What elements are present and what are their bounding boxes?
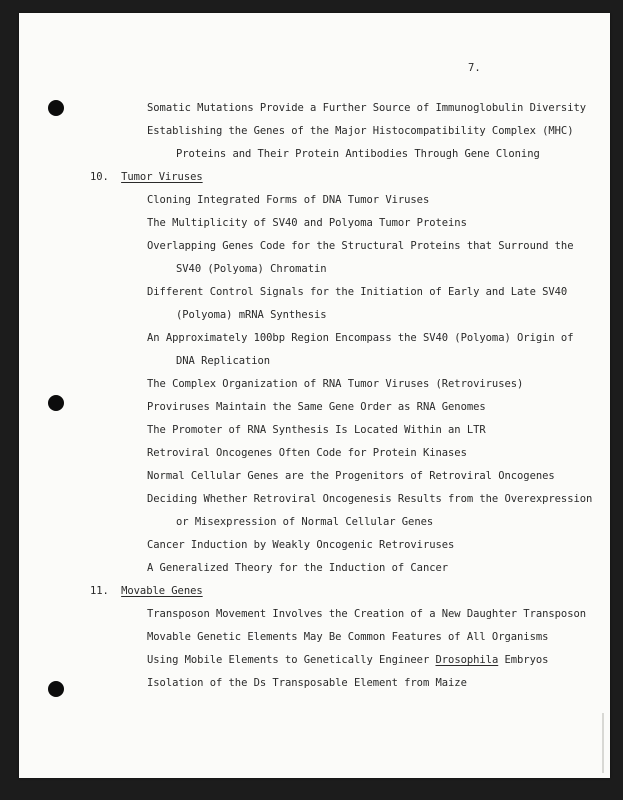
page-number: 7.: [468, 62, 481, 74]
outline-item: Somatic Mutations Provide a Further Source of Immunoglobulin Diversity: [147, 102, 587, 114]
outline-item: Cancer Induction by Weakly Oncogenic Retroviruses: [147, 539, 455, 551]
binder-hole: [48, 100, 64, 116]
section-number: 11.: [90, 585, 109, 597]
italic-term: Drosophila: [435, 654, 499, 666]
outline-item: Different Control Signals for the Initiation of Early and Late SV40: [147, 286, 568, 298]
outline-item: Normal Cellular Genes are the Progenitors of Retroviral Oncogenes: [147, 470, 555, 482]
document-page: [19, 13, 610, 778]
outline-item: Establishing the Genes of the Major Histocompatibility Complex (MHC): [147, 125, 574, 137]
outline-item: The Multiplicity of SV40 and Polyoma Tumor Proteins: [147, 217, 467, 229]
outline-item: Retroviral Oncogenes Often Code for Protein Kinases: [147, 447, 467, 459]
outline-item-continuation: or Misexpression of Normal Cellular Genes: [176, 516, 434, 528]
binder-hole: [48, 395, 64, 411]
outline-item-continuation: (Polyoma) mRNA Synthesis: [176, 309, 327, 321]
outline-item: An Approximately 100bp Region Encompass the SV40 (Polyoma) Origin of: [147, 332, 574, 344]
section-heading: [90, 171, 203, 183]
outline-item: [147, 654, 548, 666]
section-title: Movable Genes: [121, 585, 203, 597]
section-heading: [90, 585, 203, 597]
outline-item: Cloning Integrated Forms of DNA Tumor Viruses: [147, 194, 430, 206]
outline-item: Overlapping Genes Code for the Structural Proteins that Surround the: [147, 240, 574, 252]
outline-item-text: Embryos: [498, 654, 549, 666]
binder-hole: [48, 681, 64, 697]
outline-item-continuation: Proteins and Their Protein Antibodies Through Gene Cloning: [176, 148, 540, 160]
outline-item: Deciding Whether Retroviral Oncogenesis Results from the Overexpression: [147, 493, 593, 505]
outline-item: The Complex Organization of RNA Tumor Viruses (Retroviruses): [147, 378, 524, 390]
outline-item-continuation: DNA Replication: [176, 355, 271, 367]
outline-item: Movable Genetic Elements May Be Common Features of All Organisms: [147, 631, 549, 643]
page-edge-mark: [602, 713, 604, 773]
section-title: Tumor Viruses: [121, 171, 203, 183]
outline-item: Proviruses Maintain the Same Gene Order as RNA Genomes: [147, 401, 486, 413]
outline-item: The Promoter of RNA Synthesis Is Located Within an LTR: [147, 424, 486, 436]
outline-item-text: Using Mobile Elements to Genetically Engineer: [147, 654, 436, 666]
outline-item: A Generalized Theory for the Induction of Cancer: [147, 562, 449, 574]
section-number: 10.: [90, 171, 109, 183]
outline-item: Isolation of the Ds Transposable Element from Maize: [147, 677, 467, 689]
outline-item-continuation: SV40 (Polyoma) Chromatin: [176, 263, 327, 275]
outline-item: Transposon Movement Involves the Creation of a New Daughter Transposon: [147, 608, 587, 620]
